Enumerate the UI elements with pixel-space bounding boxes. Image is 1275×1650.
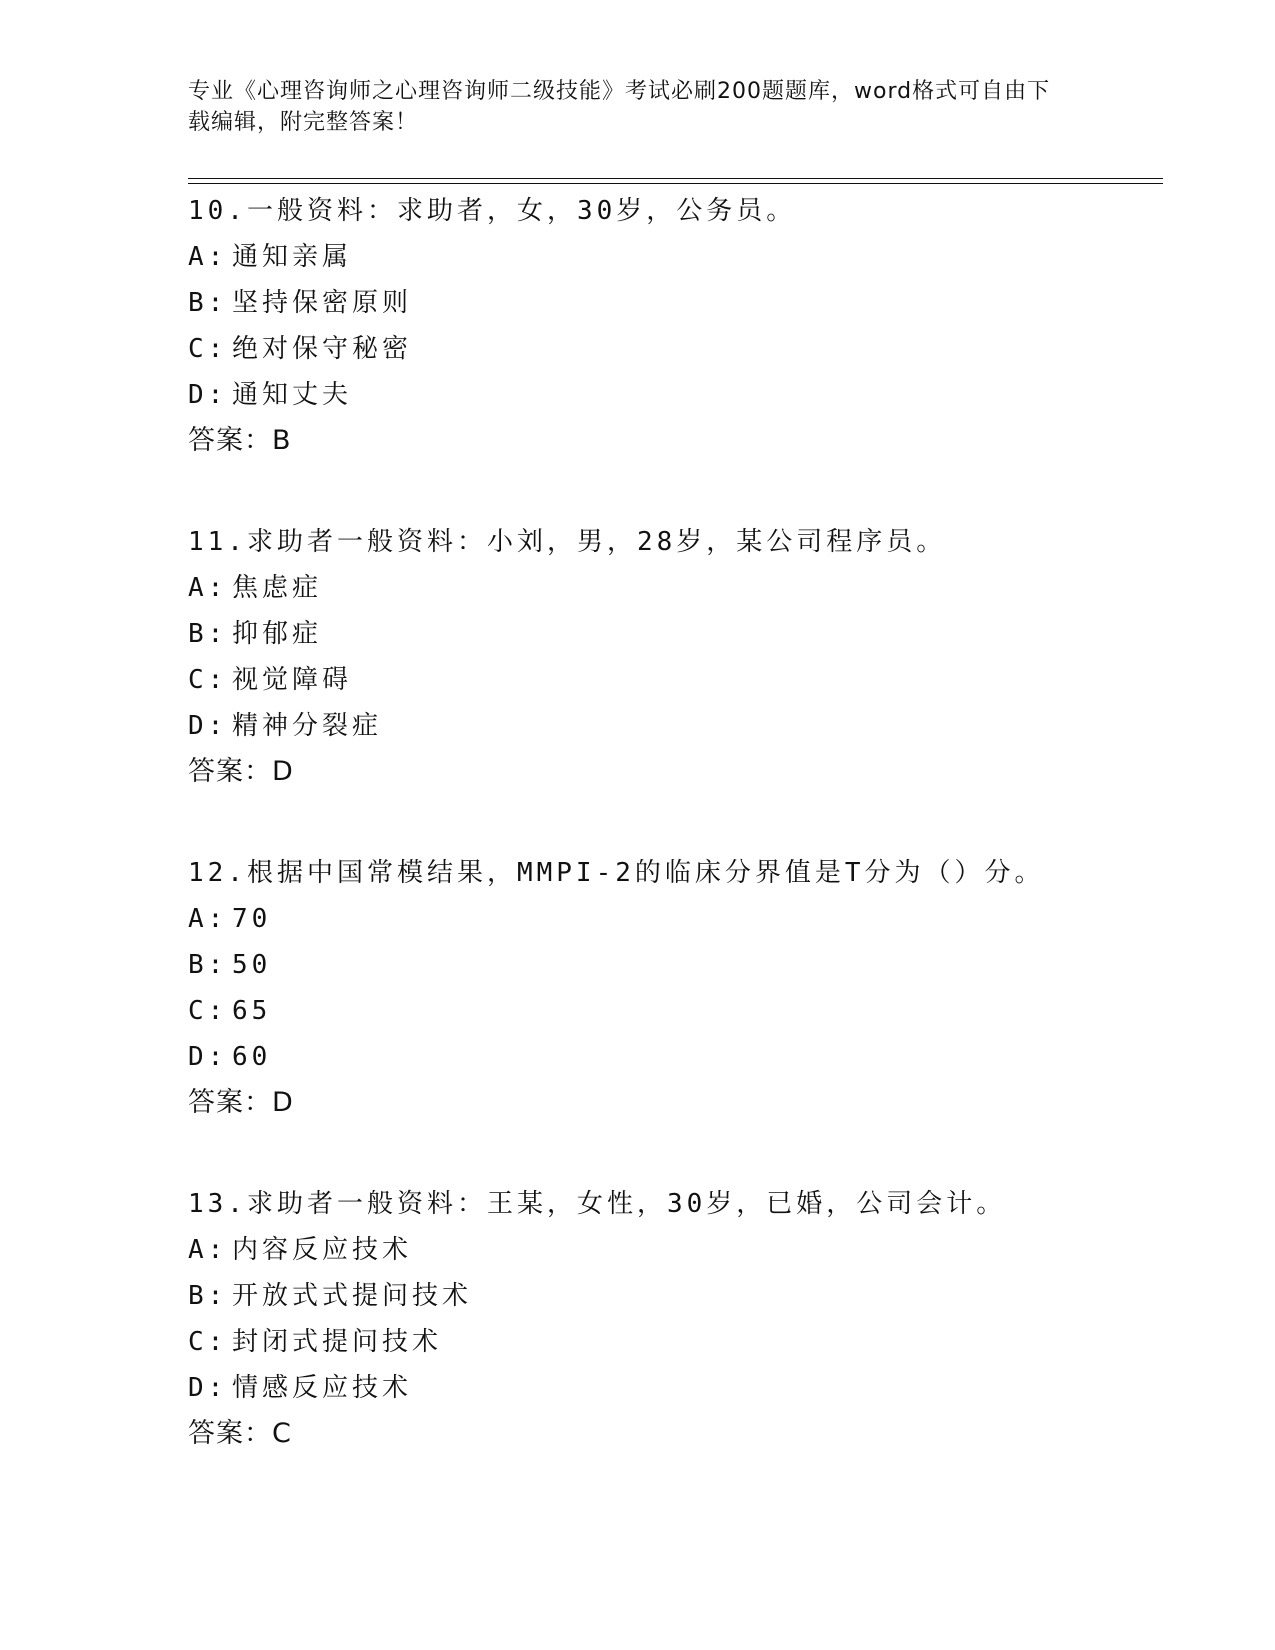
header-divider-bottom: [188, 183, 1163, 184]
option-key: D:: [188, 1373, 228, 1403]
option-text: 通知亲属: [232, 242, 353, 272]
answer-line: 答案：D: [188, 756, 294, 787]
option-c: [188, 988, 1163, 1034]
option-key: C:: [188, 1327, 228, 1357]
question-13: [188, 1181, 1163, 1457]
option-text: 坚持保密原则: [232, 288, 413, 318]
option-text: 情感反应技术: [232, 1373, 413, 1403]
option-text: 50: [232, 950, 272, 980]
option-key: D:: [188, 711, 228, 741]
option-d: [188, 372, 1163, 418]
question-10: [188, 188, 1163, 464]
option-a: [188, 1227, 1163, 1273]
option-key: D:: [188, 380, 228, 410]
option-text: 内容反应技术: [232, 1235, 413, 1265]
answer-line: 答案：B: [188, 425, 292, 456]
option-text: 视觉障碍: [232, 665, 353, 695]
answer-line: 答案：C: [188, 1418, 292, 1449]
header-divider-top: [188, 178, 1163, 179]
option-key: A:: [188, 573, 228, 603]
answer-line: 答案：D: [188, 1087, 294, 1118]
option-b: [188, 1273, 1163, 1319]
question-stem: 12.根据中国常模结果，MMPI-2的临床分界值是T分为（）分。: [188, 858, 1045, 888]
option-text: 70: [232, 904, 272, 934]
option-c: [188, 326, 1163, 372]
option-a: [188, 896, 1163, 942]
option-b: [188, 280, 1163, 326]
option-text: 开放式式提问技术: [232, 1281, 473, 1311]
option-text: 抑郁症: [232, 619, 323, 649]
option-text: 65: [232, 996, 272, 1026]
option-text: 60: [232, 1042, 272, 1072]
question-list: [188, 188, 1163, 1512]
option-key: A:: [188, 1235, 228, 1265]
option-key: C:: [188, 996, 228, 1026]
option-c: [188, 657, 1163, 703]
option-b: [188, 611, 1163, 657]
option-d: [188, 703, 1163, 749]
question-11: [188, 519, 1163, 795]
option-d: [188, 1365, 1163, 1411]
option-text: 精神分裂症: [232, 711, 383, 741]
option-key: B:: [188, 950, 228, 980]
question-stem: 11.求助者一般资料：小刘，男，28岁，某公司程序员。: [188, 527, 947, 557]
option-d: [188, 1034, 1163, 1080]
option-text: 绝对保守秘密: [232, 334, 413, 364]
question-stem: 13.求助者一般资料：王某，女性，30岁，已婚，公司会计。: [188, 1189, 1007, 1219]
option-key: B:: [188, 619, 228, 649]
option-text: 焦虑症: [232, 573, 323, 603]
option-c: [188, 1319, 1163, 1365]
option-text: 封闭式提问技术: [232, 1327, 443, 1357]
question-12: [188, 850, 1163, 1126]
header-text: 专业《心理咨询师之心理咨询师二级技能》考试必刷200题题库，word格式可自由下载编辑，附完整答案！: [188, 79, 1051, 135]
option-key: C:: [188, 334, 228, 364]
option-key: C:: [188, 665, 228, 695]
option-a: [188, 234, 1163, 280]
question-stem: 10.一般资料：求助者，女，30岁，公务员。: [188, 196, 797, 226]
option-key: A:: [188, 242, 228, 272]
document-header: [188, 76, 1068, 138]
option-text: 通知丈夫: [232, 380, 353, 410]
option-key: D:: [188, 1042, 228, 1072]
option-key: B:: [188, 288, 228, 318]
option-key: A:: [188, 904, 228, 934]
option-b: [188, 942, 1163, 988]
option-a: [188, 565, 1163, 611]
option-key: B:: [188, 1281, 228, 1311]
